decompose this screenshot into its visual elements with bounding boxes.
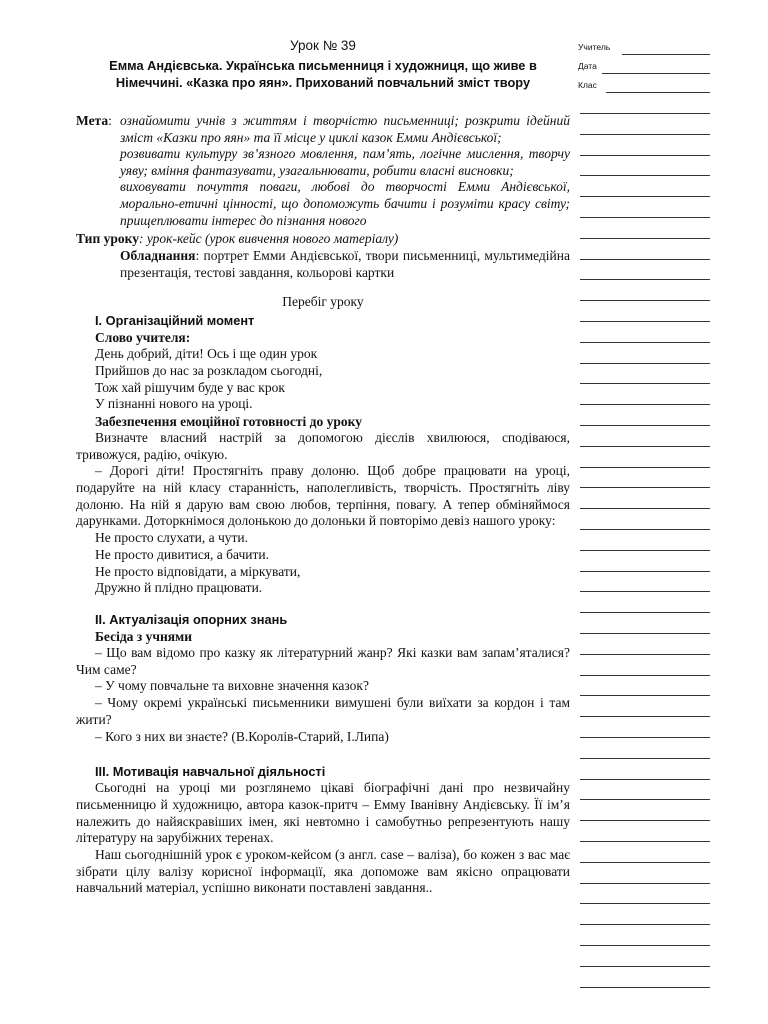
goal-text — [76, 113, 570, 229]
class-field — [578, 78, 710, 97]
question: – Що вам відомо про казку як літературний жанр? Які казки вам запам’яталися? Чим саме? — [76, 645, 570, 677]
teacher-field — [578, 40, 710, 59]
note-line — [580, 300, 710, 301]
note-line — [580, 779, 710, 780]
equipment-label: Обладнання — [120, 248, 196, 264]
course-heading: Перебіг уроку — [282, 294, 364, 310]
question: – Чому окремі українські письменники вимушені були виїхати за кордон і там жити? — [76, 695, 570, 727]
note-line — [580, 716, 710, 717]
section-3-heading: III. Мотивація навчальної діяльності — [95, 764, 326, 780]
note-line — [580, 883, 710, 884]
note-line — [580, 612, 710, 613]
note-line — [580, 321, 710, 322]
note-line — [580, 217, 710, 218]
note-line — [580, 175, 710, 176]
teacher-word-heading: Слово учителя: — [95, 330, 191, 346]
section-1-heading: I. Організаційний момент — [95, 313, 255, 329]
note-line — [580, 966, 710, 967]
palm-paragraph: – Дорогі діти! Простягніть праву долоню. Щоб добре працювати на уроці, подаруйте на ній класу старанність, наполегливість, творчість. Простягніть ліву долоню. На ній я дарую вам свою любов, терпіння, повагу. А тепер обміняймося дарунками. Доторкнімося долонькою до долоньки й повторімо девіз нашого уроку: — [76, 463, 570, 529]
note-line — [580, 903, 710, 904]
poem-line: Тож хай рішучим буде у вас крок — [95, 379, 285, 395]
note-line — [580, 404, 710, 405]
side-panel — [578, 40, 710, 97]
lesson-number: Урок № 39 — [290, 38, 356, 53]
note-line — [580, 758, 710, 759]
lesson-type — [76, 230, 570, 247]
motivation-paragraph: Сьогодні на уроці ми розглянемо цікаві біографічні дані про незвичайну письменницю й художницю, автора казок-притч – Емму Іванівну Андієвську. Її ім’я належить до найяскравіших імен, які невтомно і самобутньо репрезентують нашу літературу на зарубіжних теренах. — [76, 780, 570, 846]
note-line — [580, 529, 710, 530]
note-line — [580, 737, 710, 738]
note-line — [580, 945, 710, 946]
question: – У чому повчальне та виховне значення казок? — [95, 678, 369, 694]
teacher-line — [622, 54, 710, 55]
poem-line: У пізнанні нового на уроці. — [95, 396, 253, 412]
date-line — [602, 73, 710, 74]
note-line — [580, 841, 710, 842]
goal-block — [76, 113, 570, 229]
note-line — [580, 342, 710, 343]
note-line — [580, 508, 710, 509]
note-line — [580, 987, 710, 988]
note-line — [580, 467, 710, 468]
section-2-heading: II. Актуалізація опорних знань — [95, 612, 288, 627]
motivation-paragraph: Наш сьогоднішній урок є уроком-кейсом (з англ. case – валіза), бо кожен з вас має зібрати цілу валізу корисної інформації, яка допоможе вам якісно опрацювати навчальний матеріал, успішно виконати поставлені завдання.. — [76, 847, 570, 896]
note-line — [580, 654, 710, 655]
goal-line-2: розвивати культуру зв’язного мовлення, пам’ять, логічне мислення, творчу уяву; вміння фантазувати, узагальнювати, робити власні висновки; — [120, 146, 570, 178]
note-line — [580, 196, 710, 197]
motto-line: Не просто дивитися, а бачити. — [95, 546, 269, 562]
note-line — [580, 550, 710, 551]
poem-line: Прийшов до нас за розкладом сьогодні, — [95, 362, 323, 378]
goal-line-1: ознайомити учнів з життям і творчістю письменниці; розкрити ідейний зміст «Казки про яян» та її місце у циклі казок Емми Андієвської; — [120, 113, 570, 145]
note-line — [580, 799, 710, 800]
class-label: Клас — [578, 80, 597, 90]
motto-line: Не просто слухати, а чути. — [95, 530, 248, 546]
note-line — [580, 279, 710, 280]
class-line — [606, 92, 710, 93]
emotion-heading: Забезпечення емоційної готовності до уроку — [95, 413, 362, 429]
note-line — [580, 383, 710, 384]
lesson-type-label: Тип уроку — [76, 231, 139, 247]
lesson-type-value: : урок-кейс (урок вивчення нового матеріалу) — [138, 231, 399, 247]
poem-line: День добрий, діти! Ось і ще один урок — [95, 346, 318, 362]
goal-label: Мета: — [76, 113, 112, 128]
motto-line: Дружно й плідно працювати. — [95, 580, 263, 596]
question: – Кого з них ви знаєте? (В.Королів-Старий, І.Липа) — [95, 728, 389, 744]
date-field — [578, 59, 710, 78]
note-line — [580, 675, 710, 676]
lesson-title: Емма Андієвська. Українська письменниця і художниця, що живе в Німеччині. «Казка про яян». Прихований повчальний зміст твору — [109, 58, 537, 90]
note-line — [580, 238, 710, 239]
note-line — [580, 113, 710, 114]
note-line — [580, 924, 710, 925]
note-line — [580, 155, 710, 156]
note-line — [580, 820, 710, 821]
equipment — [120, 247, 570, 281]
mood-paragraph: Визначте власний настрій за допомогою дієслів хвилююся, сподіваюся, тривожуся, радію, очікую. — [76, 429, 570, 462]
note-line — [580, 695, 710, 696]
equipment-value: : портрет Емми Андієвської, твори письменниці, мультимедійна презентація, тестові завдання, кольорові картки — [120, 248, 570, 281]
note-line — [580, 425, 710, 426]
note-line — [580, 446, 710, 447]
note-line — [580, 487, 710, 488]
note-line — [580, 259, 710, 260]
lesson-plan-body — [76, 38, 570, 897]
conversation-heading: Бесіда з учнями — [95, 629, 192, 644]
motto-line: Не просто відповідати, а міркувати, — [95, 563, 301, 579]
goal-line-3: виховувати почуття поваги, любові до творчості Емми Андієвської, морально-етичні цінності, що допоможуть бачити і розуміти красу світу; прищеплювати інтерес до пізнання нового — [120, 179, 570, 228]
note-line — [580, 862, 710, 863]
note-line — [580, 633, 710, 634]
date-label: Дата — [578, 61, 597, 71]
note-line — [580, 363, 710, 364]
teacher-label: Учитель — [578, 42, 611, 52]
note-line — [580, 134, 710, 135]
note-line — [580, 591, 710, 592]
note-line — [580, 571, 710, 572]
